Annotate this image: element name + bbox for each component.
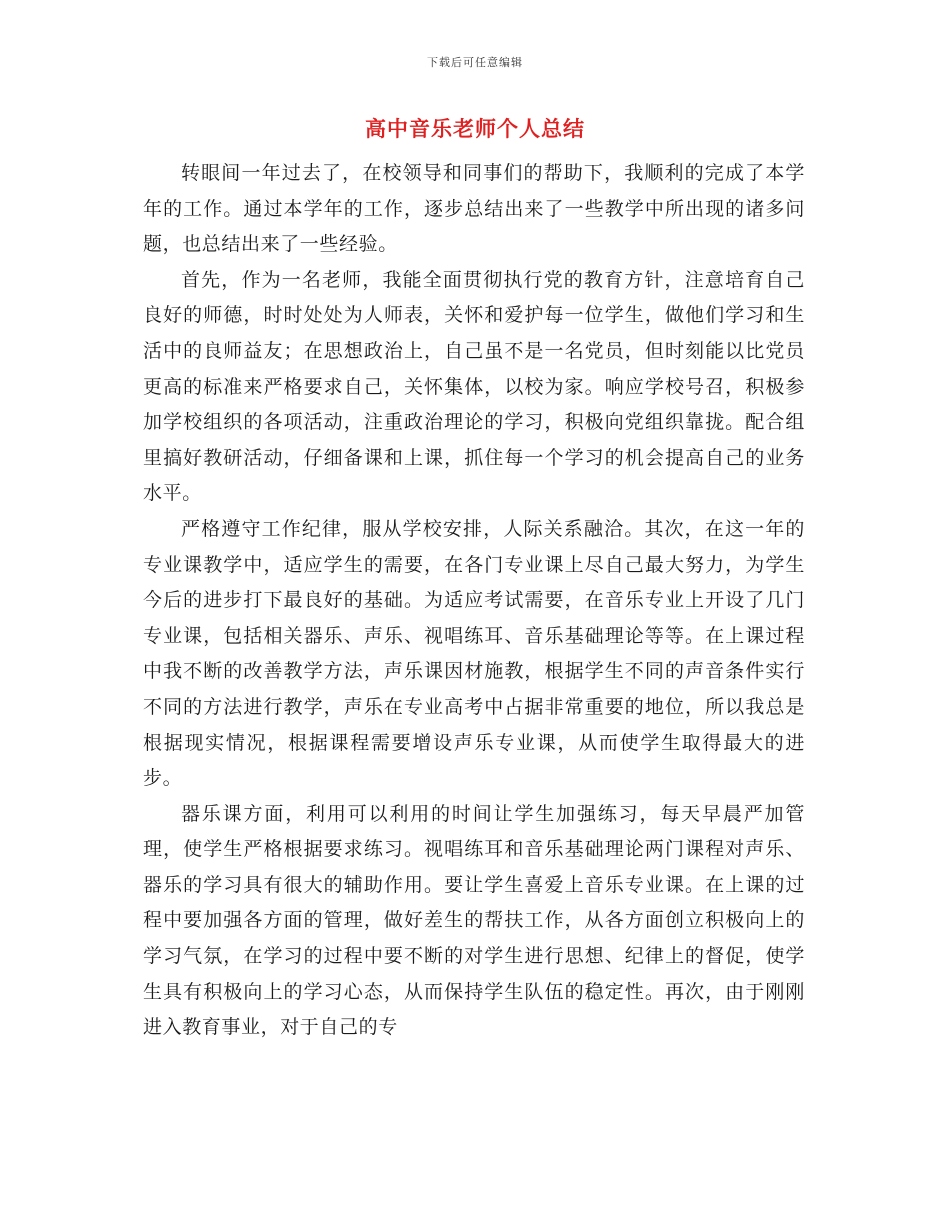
document-body	[143, 156, 805, 1046]
document-title: 高中音乐老师个人总结	[365, 116, 585, 141]
paragraph-1: 转眼间一年过去了，在校领导和同事们的帮助下，我顺利的完成了本学年的工作。通过本学年的工作，逐步总结出来了一些教学中所出现的诸多问题，也总结出来了一些经验。	[143, 162, 805, 256]
paragraph-4: 器乐课方面，利用可以利用的时间让学生加强练习，每天早晨严加管理，使学生严格根据要求练习。视唱练耳和音乐基础理论两门课程对声乐、器乐的学习具有很大的辅助作用。要让学生喜爱上音乐专业课。在上课的过程中要加强各方面的管理，做好差生的帮扶工作，从各方面创立积极向上的学习气氛，在学习的过程中要不断的对学生进行思想、纪律上的督促，使学生具有积极向上的学习心态，从而保持学生队伍的稳定性。再次，由于刚刚进入教育事业，对于自己的专	[143, 802, 805, 1039]
paragraph-3: 严格遵守工作纪律，服从学校安排，人际关系融洽。其次，在这一年的专业课教学中，适应学生的需要，在各门专业课上尽自己最大努力，为学生今后的进步打下最良好的基础。为适应考试需要，在音乐专业上开设了几门专业课，包括相关器乐、声乐、视唱练耳、音乐基础理论等等。在上课过程中我不断的改善教学方法，声乐课因材施教，根据学生不同的声音条件实行不同的方法进行教学，声乐在专业高考中占据非常重要的地位，所以我总是根据现实情况，根据课程需要增设声乐专业课，从而使学生取得最大的进步。	[143, 517, 805, 790]
header-note: 下载后可任意编辑	[427, 56, 523, 69]
paragraph-2: 首先，作为一名老师，我能全面贯彻执行党的教育方针，注意培育自己良好的师德，时时处处为人师表，关怀和爱护每一位学生，做他们学习和生活中的良师益友；在思想政治上，自己虽不是一名党员，但时刻能以比党员更高的标准来严格要求自己，关怀集体，以校为家。响应学校号召，积极参加学校组织的各项活动，注重政治理论的学习，积极向党组织靠拢。配合组里搞好教研活动，仔细备课和上课，抓住每一个学习的机会提高自己的业务水平。	[143, 268, 805, 505]
